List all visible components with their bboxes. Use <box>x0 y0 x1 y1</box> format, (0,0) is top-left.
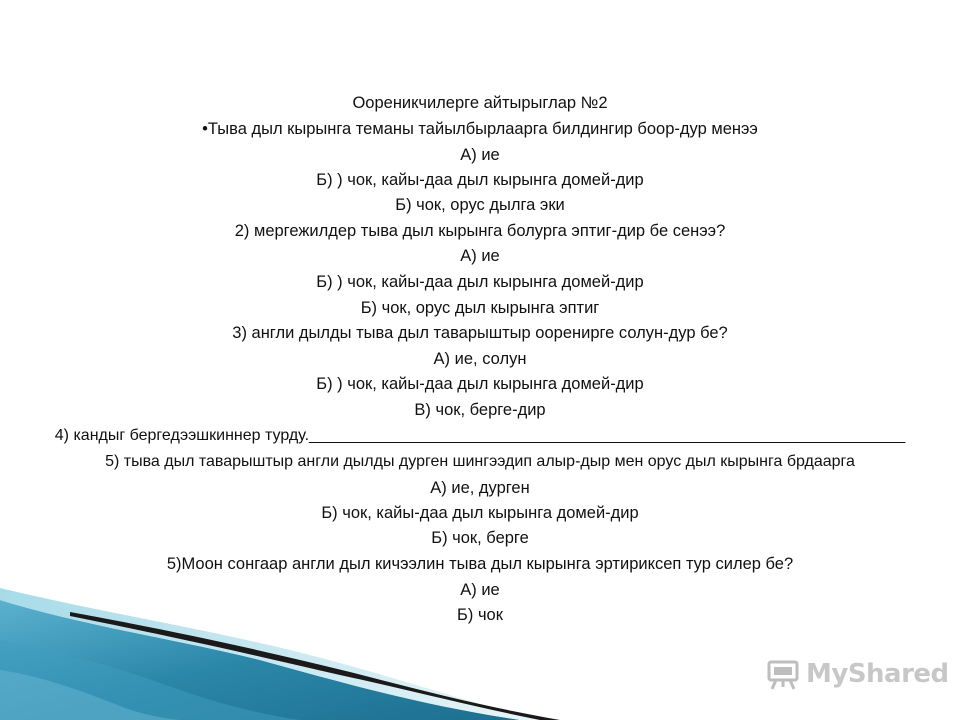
projector-board-icon <box>766 657 800 691</box>
answer-option: Б) ) чок, кайы-даа дыл кырынга домей-дир <box>316 171 644 189</box>
answer-option: В) чок, берге-дир <box>414 401 546 419</box>
answer-option: А) ие, солун <box>433 350 527 368</box>
answer-option: Б) чок, берге <box>431 529 529 547</box>
question-1: •Тыва дыл кырынга теманы тайылбырлаарга билдингир боор-дур менээ <box>202 120 758 138</box>
answer-option: А) ие <box>460 581 500 599</box>
question-6: 5)Моон сонгаар англи дыл кичээлин тыва дыл кырынга эртириксеп тур силер бе? <box>166 555 794 573</box>
question-4: 4) кандыг бергедээшкиннер турду.___________________________________________________________________ <box>54 427 906 444</box>
answer-option: А) ие, дурген <box>430 479 530 497</box>
question-5: 5) тыва дыл таварыштыр англи дылды дурген шингээдип алыр-дыр мен орус дыл кырынга брдаарга <box>105 453 855 470</box>
question-3: 3) англи дылды тыва дыл таварыштыр ооренирге солун-дур бе? <box>232 324 728 342</box>
answer-option: А) ие <box>460 146 500 164</box>
answer-option: Б) чок <box>457 606 503 624</box>
slide-title: Ooреникчилерге айтырыглар №2 <box>352 94 608 112</box>
answer-option: Б) ) чок, кайы-даа дыл кырынга домей-дир <box>316 375 644 393</box>
answer-option: Б) ) чок, кайы-даа дыл кырынга домей-дир <box>316 273 644 291</box>
answer-option: Б) чок, кайы-даа дыл кырынга домей-дир <box>321 504 639 522</box>
answer-option: Б) чок, орус дыл кырынга эптиг <box>360 299 600 317</box>
watermark <box>766 656 949 692</box>
answer-option: А) ие <box>460 247 500 265</box>
watermark-text: MyShared <box>806 659 949 689</box>
answer-option: Б) чок, орус дылга эки <box>395 196 565 214</box>
question-2: 2) мергежилдер тыва дыл кырынга болурга эптиг-дир бе сенээ? <box>234 222 726 240</box>
